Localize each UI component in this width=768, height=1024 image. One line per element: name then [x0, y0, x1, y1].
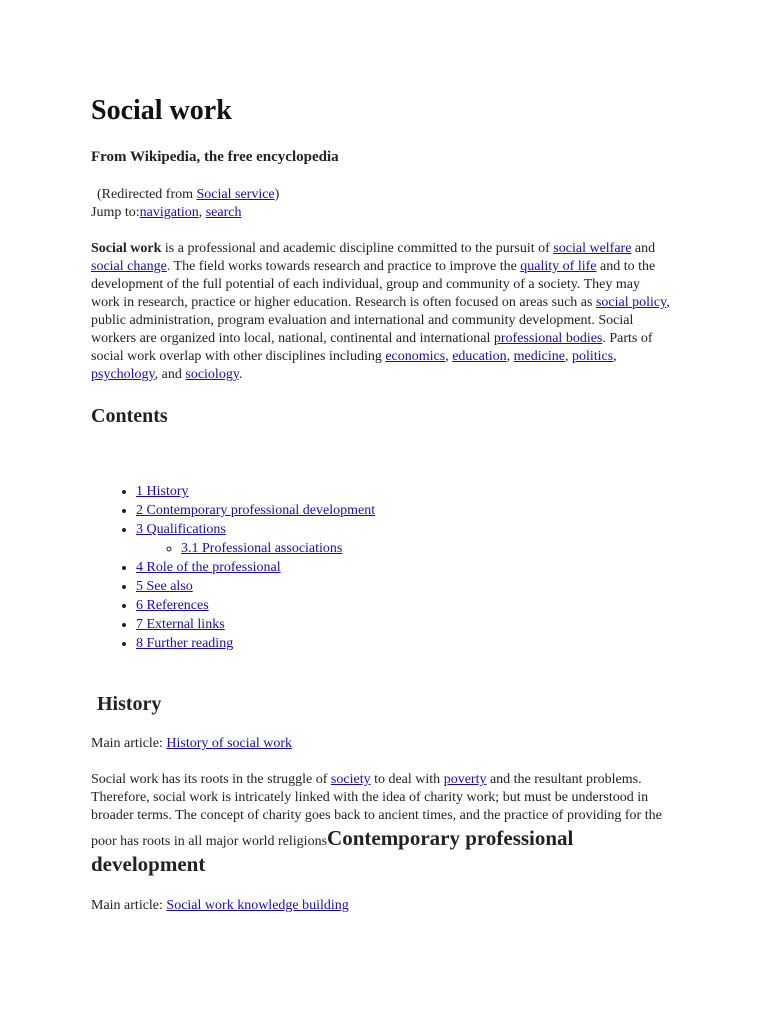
- redirect-note: [97, 186, 279, 204]
- intro-paragraph: [91, 240, 671, 384]
- redirect-prefix: (Redirected from: [97, 187, 197, 202]
- toc-item: [136, 520, 375, 558]
- jump-separator: ,: [198, 205, 206, 220]
- link-psychology[interactable]: psychology: [91, 367, 155, 382]
- link-quality-of-life[interactable]: quality of life: [520, 259, 597, 274]
- main-article-prefix: Main article:: [91, 736, 167, 751]
- history-text: Social work has its roots in the struggle of: [91, 772, 331, 787]
- table-of-contents: [91, 482, 375, 653]
- intro-comma: ,: [613, 349, 617, 364]
- intro-comma: ,: [564, 349, 572, 364]
- toc-link-external-links[interactable]: 7 External links: [136, 617, 225, 632]
- redirect-suffix: ): [274, 187, 280, 202]
- link-navigation[interactable]: navigation: [139, 205, 199, 220]
- link-professional-bodies[interactable]: professional bodies: [493, 331, 603, 346]
- intro-text: . The field works towards research and practice to improve the: [166, 259, 521, 274]
- link-social-policy[interactable]: social policy: [595, 295, 667, 310]
- link-social-welfare[interactable]: social welfare: [553, 241, 632, 256]
- history-paragraph: [91, 771, 676, 877]
- intro-text: and to the development of the full potential of each individual, group and community of a society. They may work in research, practice or higher education. Research is often focused on areas such as: [91, 259, 656, 310]
- toc-item: [136, 482, 375, 501]
- link-history-of-social-work[interactable]: History of social work: [166, 736, 293, 751]
- toc-subitem: [181, 539, 375, 558]
- intro-text: is a professional and academic discipline committed to the pursuit of: [161, 241, 554, 256]
- intro-comma: ,: [506, 349, 514, 364]
- site-subtitle: From Wikipedia, the free encyclopedia: [91, 149, 339, 165]
- toc-item: [136, 501, 375, 520]
- toc-link-contemporary[interactable]: 2 Contemporary professional development: [136, 503, 376, 518]
- toc-item: [136, 577, 375, 596]
- toc-link-further-reading[interactable]: 8 Further reading: [136, 636, 234, 651]
- toc-link-see-also[interactable]: 5 See also: [136, 579, 193, 594]
- page-title: Social work: [91, 95, 232, 126]
- history-heading: History: [97, 693, 162, 715]
- intro-text: , public administration, program evaluation and international and community development. Social workers are organized into local, national, continental and international: [91, 295, 670, 346]
- toc-item: [136, 558, 375, 577]
- main-article-prefix: Main article:: [91, 898, 167, 913]
- toc-link-references[interactable]: 6 References: [136, 598, 209, 613]
- intro-comma: ,: [445, 349, 453, 364]
- toc-item: [136, 634, 375, 653]
- link-social-service[interactable]: Social service: [196, 187, 275, 202]
- contents-heading: Contents: [91, 405, 168, 427]
- toc-link-role[interactable]: 4 Role of the professional: [136, 560, 281, 575]
- link-search[interactable]: search: [205, 205, 242, 220]
- link-society[interactable]: society: [330, 772, 371, 787]
- contemporary-heading: Contemporary professional development: [91, 826, 574, 876]
- jump-to: [91, 204, 242, 222]
- toc-sublist: [136, 539, 375, 558]
- link-social-work-knowledge-building[interactable]: Social work knowledge building: [166, 898, 349, 913]
- link-economics[interactable]: economics: [385, 349, 446, 364]
- link-politics[interactable]: politics: [571, 349, 614, 364]
- intro-text: .: [238, 367, 243, 382]
- jump-prefix: Jump to:: [91, 205, 140, 220]
- intro-text: . Parts of social work overlap with other disciplines including: [91, 331, 653, 364]
- history-main-article: [91, 735, 292, 753]
- link-medicine[interactable]: medicine: [513, 349, 565, 364]
- link-education[interactable]: education: [452, 349, 507, 364]
- toc-item: [136, 615, 375, 634]
- toc-link-history[interactable]: 1 History: [136, 484, 189, 499]
- link-sociology[interactable]: sociology: [185, 367, 239, 382]
- history-text: and the resultant problems. Therefore, social work is intricately linked with the idea of charity work; but must be understood in broader terms. The concept of charity goes back to ancient times, and the practice of providing for the poor has roots in all major world religions: [91, 772, 662, 849]
- contemporary-main-article: [91, 897, 349, 915]
- history-text: to deal with: [370, 772, 444, 787]
- toc-link-qualifications[interactable]: 3 Qualifications: [136, 522, 226, 537]
- link-poverty[interactable]: poverty: [443, 772, 487, 787]
- intro-text: and: [631, 241, 656, 256]
- intro-text: , and: [154, 367, 186, 382]
- intro-bold-term: Social work: [91, 241, 162, 256]
- link-social-change[interactable]: social change: [91, 259, 167, 274]
- toc-link-professional-associations[interactable]: 3.1 Professional associations: [181, 541, 343, 556]
- toc-item: [136, 596, 375, 615]
